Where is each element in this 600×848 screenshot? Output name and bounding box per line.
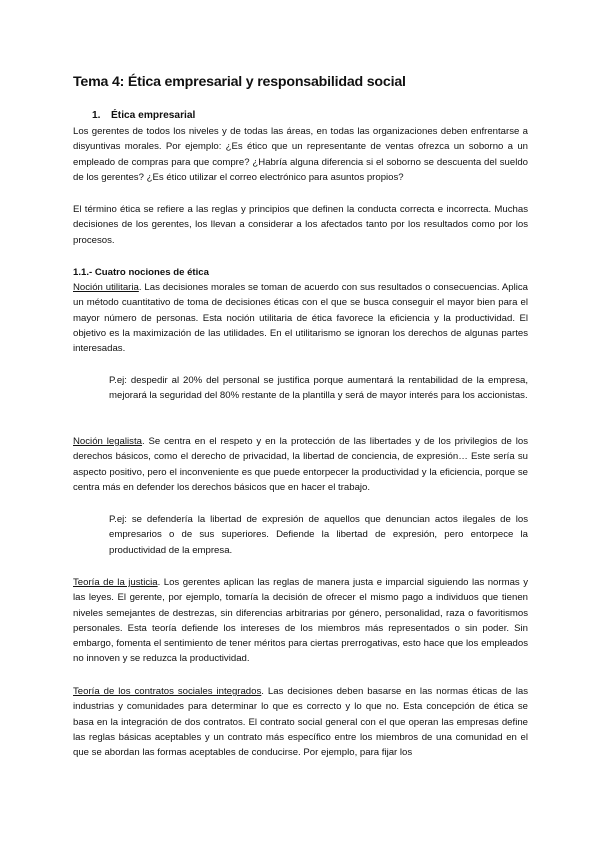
text-legalista: . Se centra en el respeto y en la protección de las libertades y de los privilegios de los derechos básicos, como el derecho de privacidad, la libertad de conciencia, de expresión… Este sería su aspecto positivo, pero el inconveniente es que puede entorpecer la productividad y la eficiencia, porque se centra más en defender los derechos básicos que en hacer el trabajo. bbox=[73, 436, 528, 493]
section-heading bbox=[92, 110, 195, 121]
example-legalista: P.ej: se defendería la libertad de expresión de aquellos que denuncian actos ilegales de los empresarios o de sus superiores. Defiende la libertad de expresión, pero entorpece la productividad de la empresa. bbox=[109, 514, 528, 556]
text-contratos: . Las decisiones deben basarse en las normas éticas de las industrias y comunidades para determinar lo que es correcto y lo que no. Esta concepción de ética se basa en la integración de dos contratos. El contrato social general con el que operan las empresas define las reglas básicas aceptables y un contrato más específico entre los miembros de una comunidad en el que se abordan las formas aceptables de conducirse. Por ejemplo, para fijar los bbox=[73, 686, 528, 759]
document-title: Tema 4: Ética empresarial y responsabilidad social bbox=[73, 74, 406, 90]
text-utilitaria: . Las decisiones morales se toman de acuerdo con sus resultados o consecuencias. Aplica un método cuantitativo de toma de decisiones éticas con el que se busca conseguir el mayor bien para el mayor número de personas. Esta noción utilitaria de ética favorece la eficiencia y la productividad. El objetivo es la maximización de las utilidades. En el utilitarismo se ignoran los derechos de algunas partes interesadas. bbox=[73, 282, 528, 355]
paragraph-utilitaria bbox=[73, 280, 528, 356]
term-utilitaria: Noción utilitaria bbox=[73, 282, 139, 293]
subsection-heading: 1.1.- Cuatro nociones de ética bbox=[73, 267, 209, 278]
paragraph-legalista bbox=[73, 434, 528, 495]
term-justicia: Teoría de la justicia bbox=[73, 577, 158, 588]
text-justicia: . Los gerentes aplican las reglas de manera justa e imparcial siguiendo las normas y las leyes. El gerente, por ejemplo, tomaría la decisión de ofrecer el mismo pago a individuos que tienen niveles semejantes de destrezas, sin diferencias arbitrarias por género, personalidad, raza o favoritismos personales. Esta teoría defiende los intereses de los miembros más representados o sin poder. Sin embargo, fomenta el sentimiento de tener méritos para ciertas prerrogativas, esto hace que los empleados no innoven y se reduzca la productividad. bbox=[73, 577, 528, 665]
paragraph-intro: Los gerentes de todos los niveles y de todas las áreas, en todas las organizaciones deben enfrentarse a disyuntivas morales. Por ejemplo: ¿Es ético que un representante de ventas ofrezca un soborno a un empleado de compras para que compre? ¿Habría alguna diferencia si el soborno se descuenta del sueldo de los gerentes? ¿Es ético utilizar el correo electrónico para asuntos propios? bbox=[73, 126, 528, 183]
term-contratos: Teoría de los contratos sociales integrados bbox=[73, 686, 262, 697]
paragraph-definition: El término ética se refiere a las reglas y principios que definen la conducta correcta e incorrecta. Muchas decisiones de los gerentes, los llevan a considerar a los afectados tanto por los resultados como por los procesos. bbox=[73, 204, 528, 246]
example-utilitaria: P.ej: despedir al 20% del personal se justifica porque aumentará la rentabilidad de la empresa, mejorará la seguridad del 80% restante de la plantilla y será de mayor interés para los accionistas. bbox=[109, 375, 528, 402]
paragraph-justicia bbox=[73, 575, 528, 667]
section-heading-text: Ética empresarial bbox=[111, 110, 196, 121]
paragraph-contratos bbox=[73, 684, 528, 760]
term-legalista: Noción legalista bbox=[73, 436, 142, 447]
section-number: 1. bbox=[92, 110, 101, 121]
